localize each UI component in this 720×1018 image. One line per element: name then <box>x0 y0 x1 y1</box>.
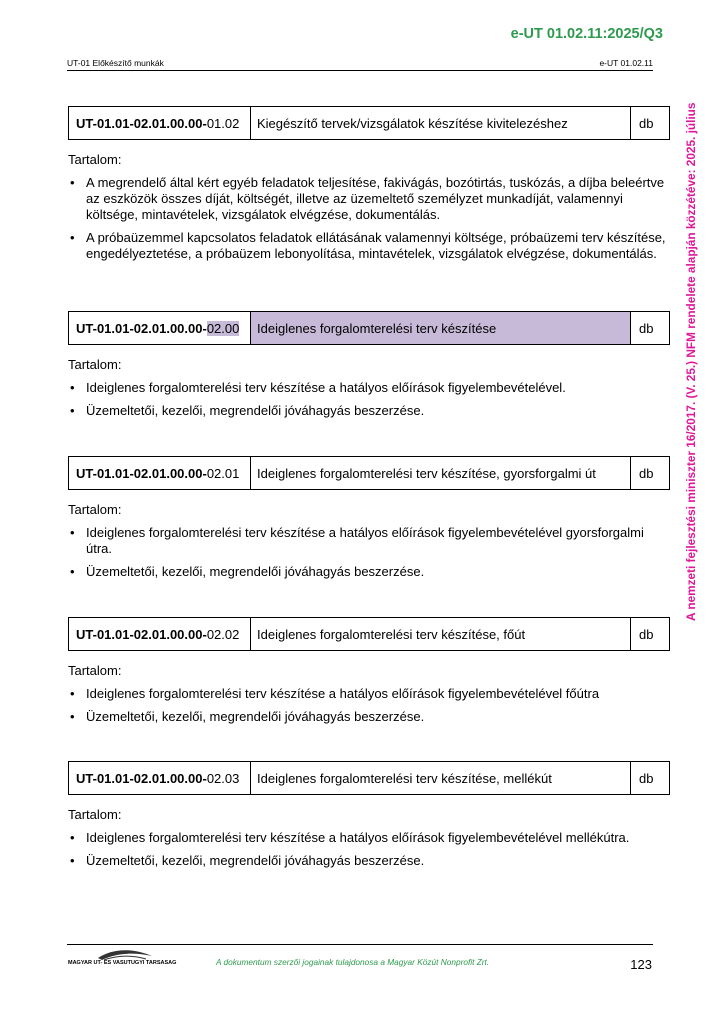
list-item: • Ideiglenes forgalomterelési terv készítése a hatályos előírások figyelembevételével mellékútra. <box>70 830 630 845</box>
list-item-text: Ideiglenes forgalomterelési terv készítése a hatályos előírások figyelembevételével gyorsforgalmi útra. <box>86 525 644 556</box>
item-title: Ideiglenes forgalomterelési terv készítése, gyorsforgalmi út <box>251 457 631 489</box>
list-item: • Ideiglenes forgalomterelési terv készítése a hatályos előírások figyelembevételével. <box>70 380 566 395</box>
list-item: • Ideiglenes forgalomterelési terv készítése a hatályos előírások figyelembevételével gyorsforgalmi útra. <box>70 525 644 556</box>
item-code-row <box>68 311 670 345</box>
item-code-prefix: UT-01.01-02.01.00.00- <box>76 115 207 131</box>
item-code <box>69 457 251 489</box>
content-label: Tartalom: <box>68 152 122 167</box>
list-item-text: Ideiglenes forgalomterelési terv készítése a hatályos előírások figyelembevételével. <box>86 380 566 395</box>
item-code-prefix: UT-01.01-02.01.00.00- <box>76 770 207 786</box>
list-item: • Üzemeltetői, kezelői, megrendelői jóváhagyás beszerzése. <box>70 403 425 418</box>
footer-rule <box>67 944 653 945</box>
list-item-text: Üzemeltetői, kezelői, megrendelői jóváhagyás beszerzése. <box>86 709 425 724</box>
item-code <box>69 107 251 139</box>
content-label: Tartalom: <box>68 357 122 372</box>
content-label: Tartalom: <box>68 502 122 517</box>
header-left-title: UT-01 Előkészítő munkák <box>67 58 164 68</box>
item-section <box>68 761 670 876</box>
item-code <box>69 618 251 650</box>
item-code-suffix: 02.00 <box>206 320 240 336</box>
content-label: Tartalom: <box>68 807 122 822</box>
item-code-suffix: 02.02 <box>206 626 240 642</box>
side-publication-note: A nemzeti fejlesztési miniszter 16/2017. (V. 25.) NFM rendelete alapján közzétéve: 2025. július <box>684 102 698 622</box>
item-section <box>68 106 670 269</box>
running-header <box>67 58 653 71</box>
copyright-notice: A dokumentum szerzői jogainak tulajdonosa a Magyar Közút Nonprofit Zrt. <box>216 957 490 967</box>
society-logo-text: MAGYAR UT- ES VASUTUGYI TARSASAG <box>68 960 177 966</box>
item-unit: db <box>639 320 654 336</box>
content-list <box>68 686 670 725</box>
content-label: Tartalom: <box>68 663 122 678</box>
list-item: • Üzemeltetői, kezelői, megrendelői jóváhagyás beszerzése. <box>70 709 425 724</box>
item-title: Ideiglenes forgalomterelési terv készítése <box>251 312 631 344</box>
item-code-suffix: 02.03 <box>206 770 240 786</box>
list-item: • A megrendelő által kért egyéb feladatok teljesítése, fakivágás, bozótirtás, tuskózás, a díjba beleértve az eszközök összes díját, költségét, illetve az üzemeltető személyzet munkadíját, valamennyi költsége, mintavételek, vizsgálatok elvégzése, dokumentálás. <box>70 175 665 222</box>
list-item-text: Üzemeltetői, kezelői, megrendelői jóváhagyás beszerzése. <box>86 564 425 579</box>
item-title: Ideiglenes forgalomterelési terv készítése, mellékút <box>251 762 631 794</box>
list-item: • Ideiglenes forgalomterelési terv készítése a hatályos előírások figyelembevételével főútra <box>70 686 600 701</box>
list-item-text: A megrendelő által kért egyéb feladatok teljesítése, fakivágás, bozótirtás, tuskózás, a díjba beleértve az eszközök összes díját, költségét, illetve az üzemeltető személyzet munkadíját, valamennyi költsége, mintavételek, vizsgálatok elvégzése, dokumentálás. <box>86 175 665 222</box>
content-list <box>68 175 670 262</box>
list-item: • A próbaüzemmel kapcsolatos feladatok ellátásának valamennyi költsége, próbaüzemi terv készítése, engedélyeztetése, a próbaüzem lebonyolítása, mintavételek, vizsgálatok elvégzése, dokumentálás. <box>70 230 666 261</box>
list-item: • Üzemeltetői, kezelői, megrendelői jóváhagyás beszerzése. <box>70 853 425 868</box>
item-title: Kiegészítő tervek/vizsgálatok készítése kivitelezéshez <box>251 107 631 139</box>
list-item-text: Üzemeltetői, kezelői, megrendelői jóváhagyás beszerzése. <box>86 403 425 418</box>
item-code-prefix: UT-01.01-02.01.00.00- <box>76 320 207 336</box>
item-code-row <box>68 456 670 490</box>
item-code <box>69 762 251 794</box>
item-code-row <box>68 617 670 651</box>
list-item-text: A próbaüzemmel kapcsolatos feladatok ellátásának valamennyi költsége, próbaüzemi terv készítése, engedélyeztetése, a próbaüzem lebonyolítása, mintavételek, vizsgálatok elvégzése, dokumentálás. <box>86 230 666 261</box>
item-code-suffix: 01.02 <box>206 115 240 131</box>
item-code-suffix: 02.01 <box>206 465 240 481</box>
content-list <box>68 380 670 419</box>
list-item-text: Ideiglenes forgalomterelési terv készítése a hatályos előírások figyelembevételével mellékútra. <box>86 830 630 845</box>
list-item: • Üzemeltetői, kezelői, megrendelői jóváhagyás beszerzése. <box>70 564 425 579</box>
header-right-code: e-UT 01.02.11 <box>599 58 653 68</box>
list-item-text: Üzemeltetői, kezelői, megrendelői jóváhagyás beszerzése. <box>86 853 425 868</box>
item-section <box>68 311 670 426</box>
item-section <box>68 456 670 587</box>
item-unit: db <box>639 465 654 481</box>
content-list <box>68 525 670 580</box>
item-code-prefix: UT-01.01-02.01.00.00- <box>76 465 207 481</box>
document-code: e-UT 01.02.11:2025/Q3 <box>510 26 663 42</box>
item-code-prefix: UT-01.01-02.01.00.00- <box>76 626 207 642</box>
item-unit: db <box>639 770 654 786</box>
item-section <box>68 617 670 732</box>
item-unit: db <box>639 626 654 642</box>
item-unit: db <box>639 115 654 131</box>
content-list <box>68 830 670 869</box>
item-title: Ideiglenes forgalomterelési terv készítése, főút <box>251 618 631 650</box>
list-item-text: Ideiglenes forgalomterelési terv készítése a hatályos előírások figyelembevételével főútra <box>86 686 600 701</box>
item-code-row <box>68 106 670 140</box>
item-code-row <box>68 761 670 795</box>
item-code <box>69 312 251 344</box>
page-number: 123 <box>630 957 652 972</box>
